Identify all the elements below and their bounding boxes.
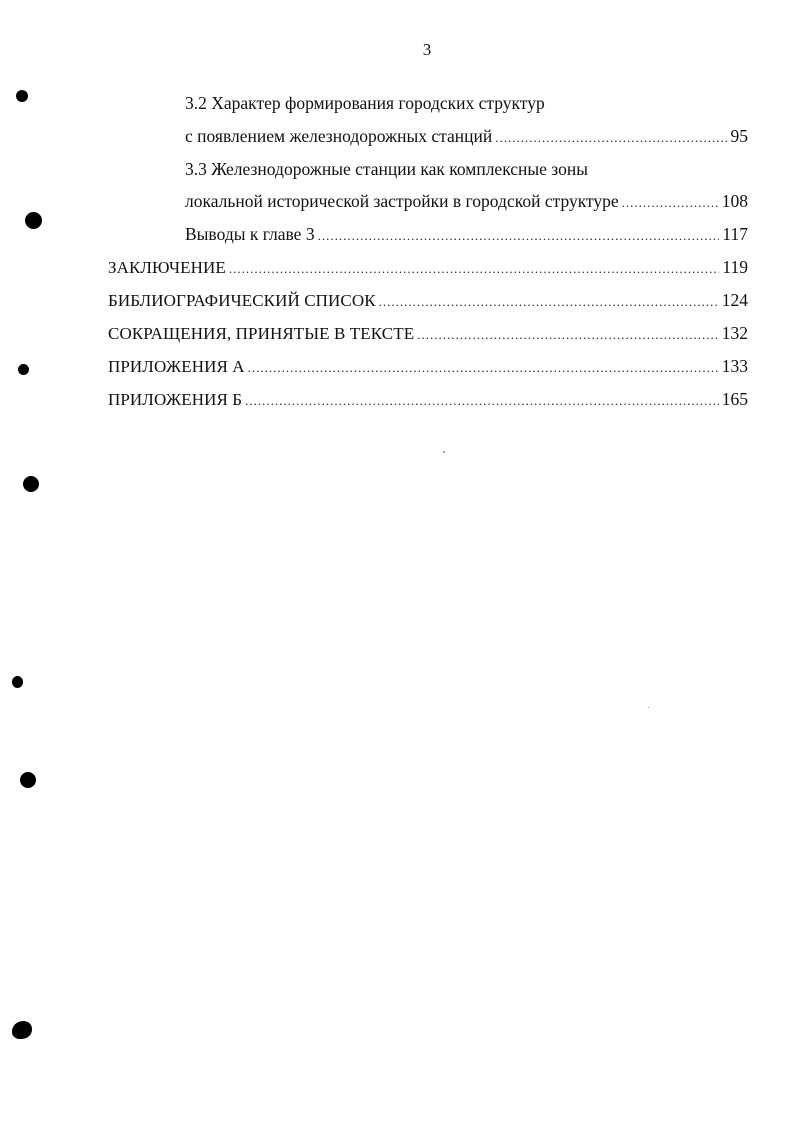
toc-section-3-3-line1: 3.3 Железнодорожные станции как комплексные зоны xyxy=(185,159,588,179)
toc-entry-section-3-2[interactable] xyxy=(185,124,748,148)
toc-page-number: 95 xyxy=(730,126,748,146)
toc-section-3-2-line1: 3.2 Характер формирования городских структур xyxy=(185,93,545,113)
toc-conclusion-title: ЗАКЛЮЧЕНИЕ xyxy=(108,258,226,277)
toc-page-number: 117 xyxy=(722,224,748,244)
dot-leader xyxy=(318,224,720,248)
punch-hole-mark xyxy=(25,212,42,229)
toc-entry-abbreviations[interactable] xyxy=(108,321,748,345)
toc-page-number: 165 xyxy=(721,389,748,409)
toc-abbreviations-title: СОКРАЩЕНИЯ, ПРИНЯТЫЕ В ТЕКСТЕ xyxy=(108,324,415,343)
toc-entry-appendix-b[interactable] xyxy=(108,387,748,411)
dot-leader xyxy=(245,389,719,413)
dot-leader xyxy=(495,126,727,150)
toc-page-number: 124 xyxy=(721,290,748,310)
toc-page-number: 119 xyxy=(722,257,748,277)
toc-entry-bibliography[interactable] xyxy=(108,288,748,312)
toc-page-number: 132 xyxy=(721,323,748,343)
scan-speck xyxy=(648,707,649,708)
punch-hole-mark xyxy=(20,772,36,788)
toc-conclusions-ch3-title: Выводы к главе 3 xyxy=(185,224,315,244)
punch-hole-mark xyxy=(18,364,29,375)
toc-page-number: 108 xyxy=(721,191,748,211)
toc-entry-appendix-a[interactable] xyxy=(108,354,748,378)
toc-entry-section-3-3[interactable] xyxy=(185,189,748,213)
punch-hole-mark xyxy=(12,1021,32,1039)
dot-leader xyxy=(248,356,719,380)
punch-hole-mark xyxy=(12,676,23,688)
dot-leader xyxy=(229,257,720,281)
page-number: 3 xyxy=(422,40,432,59)
toc-page-number: 133 xyxy=(721,356,748,376)
dot-leader xyxy=(622,191,719,215)
toc-entry-conclusions-ch3[interactable] xyxy=(185,222,748,246)
toc-appendix-b-title: ПРИЛОЖЕНИЯ Б xyxy=(108,390,243,409)
punch-hole-mark xyxy=(23,476,39,492)
toc-bibliography-title: БИБЛИОГРАФИЧЕСКИЙ СПИСОК xyxy=(108,291,376,310)
dot-leader xyxy=(417,323,719,347)
toc-section-3-2-line2: с появлением железнодорожных станций xyxy=(185,126,493,146)
scan-speck xyxy=(443,451,445,453)
punch-hole-mark xyxy=(16,90,28,102)
toc-entry-conclusion[interactable] xyxy=(108,255,748,279)
toc-section-3-3-line2: локальной исторической застройки в городской структуре xyxy=(185,191,619,211)
dot-leader xyxy=(379,290,719,314)
toc-appendix-a-title: ПРИЛОЖЕНИЯ А xyxy=(108,357,245,376)
